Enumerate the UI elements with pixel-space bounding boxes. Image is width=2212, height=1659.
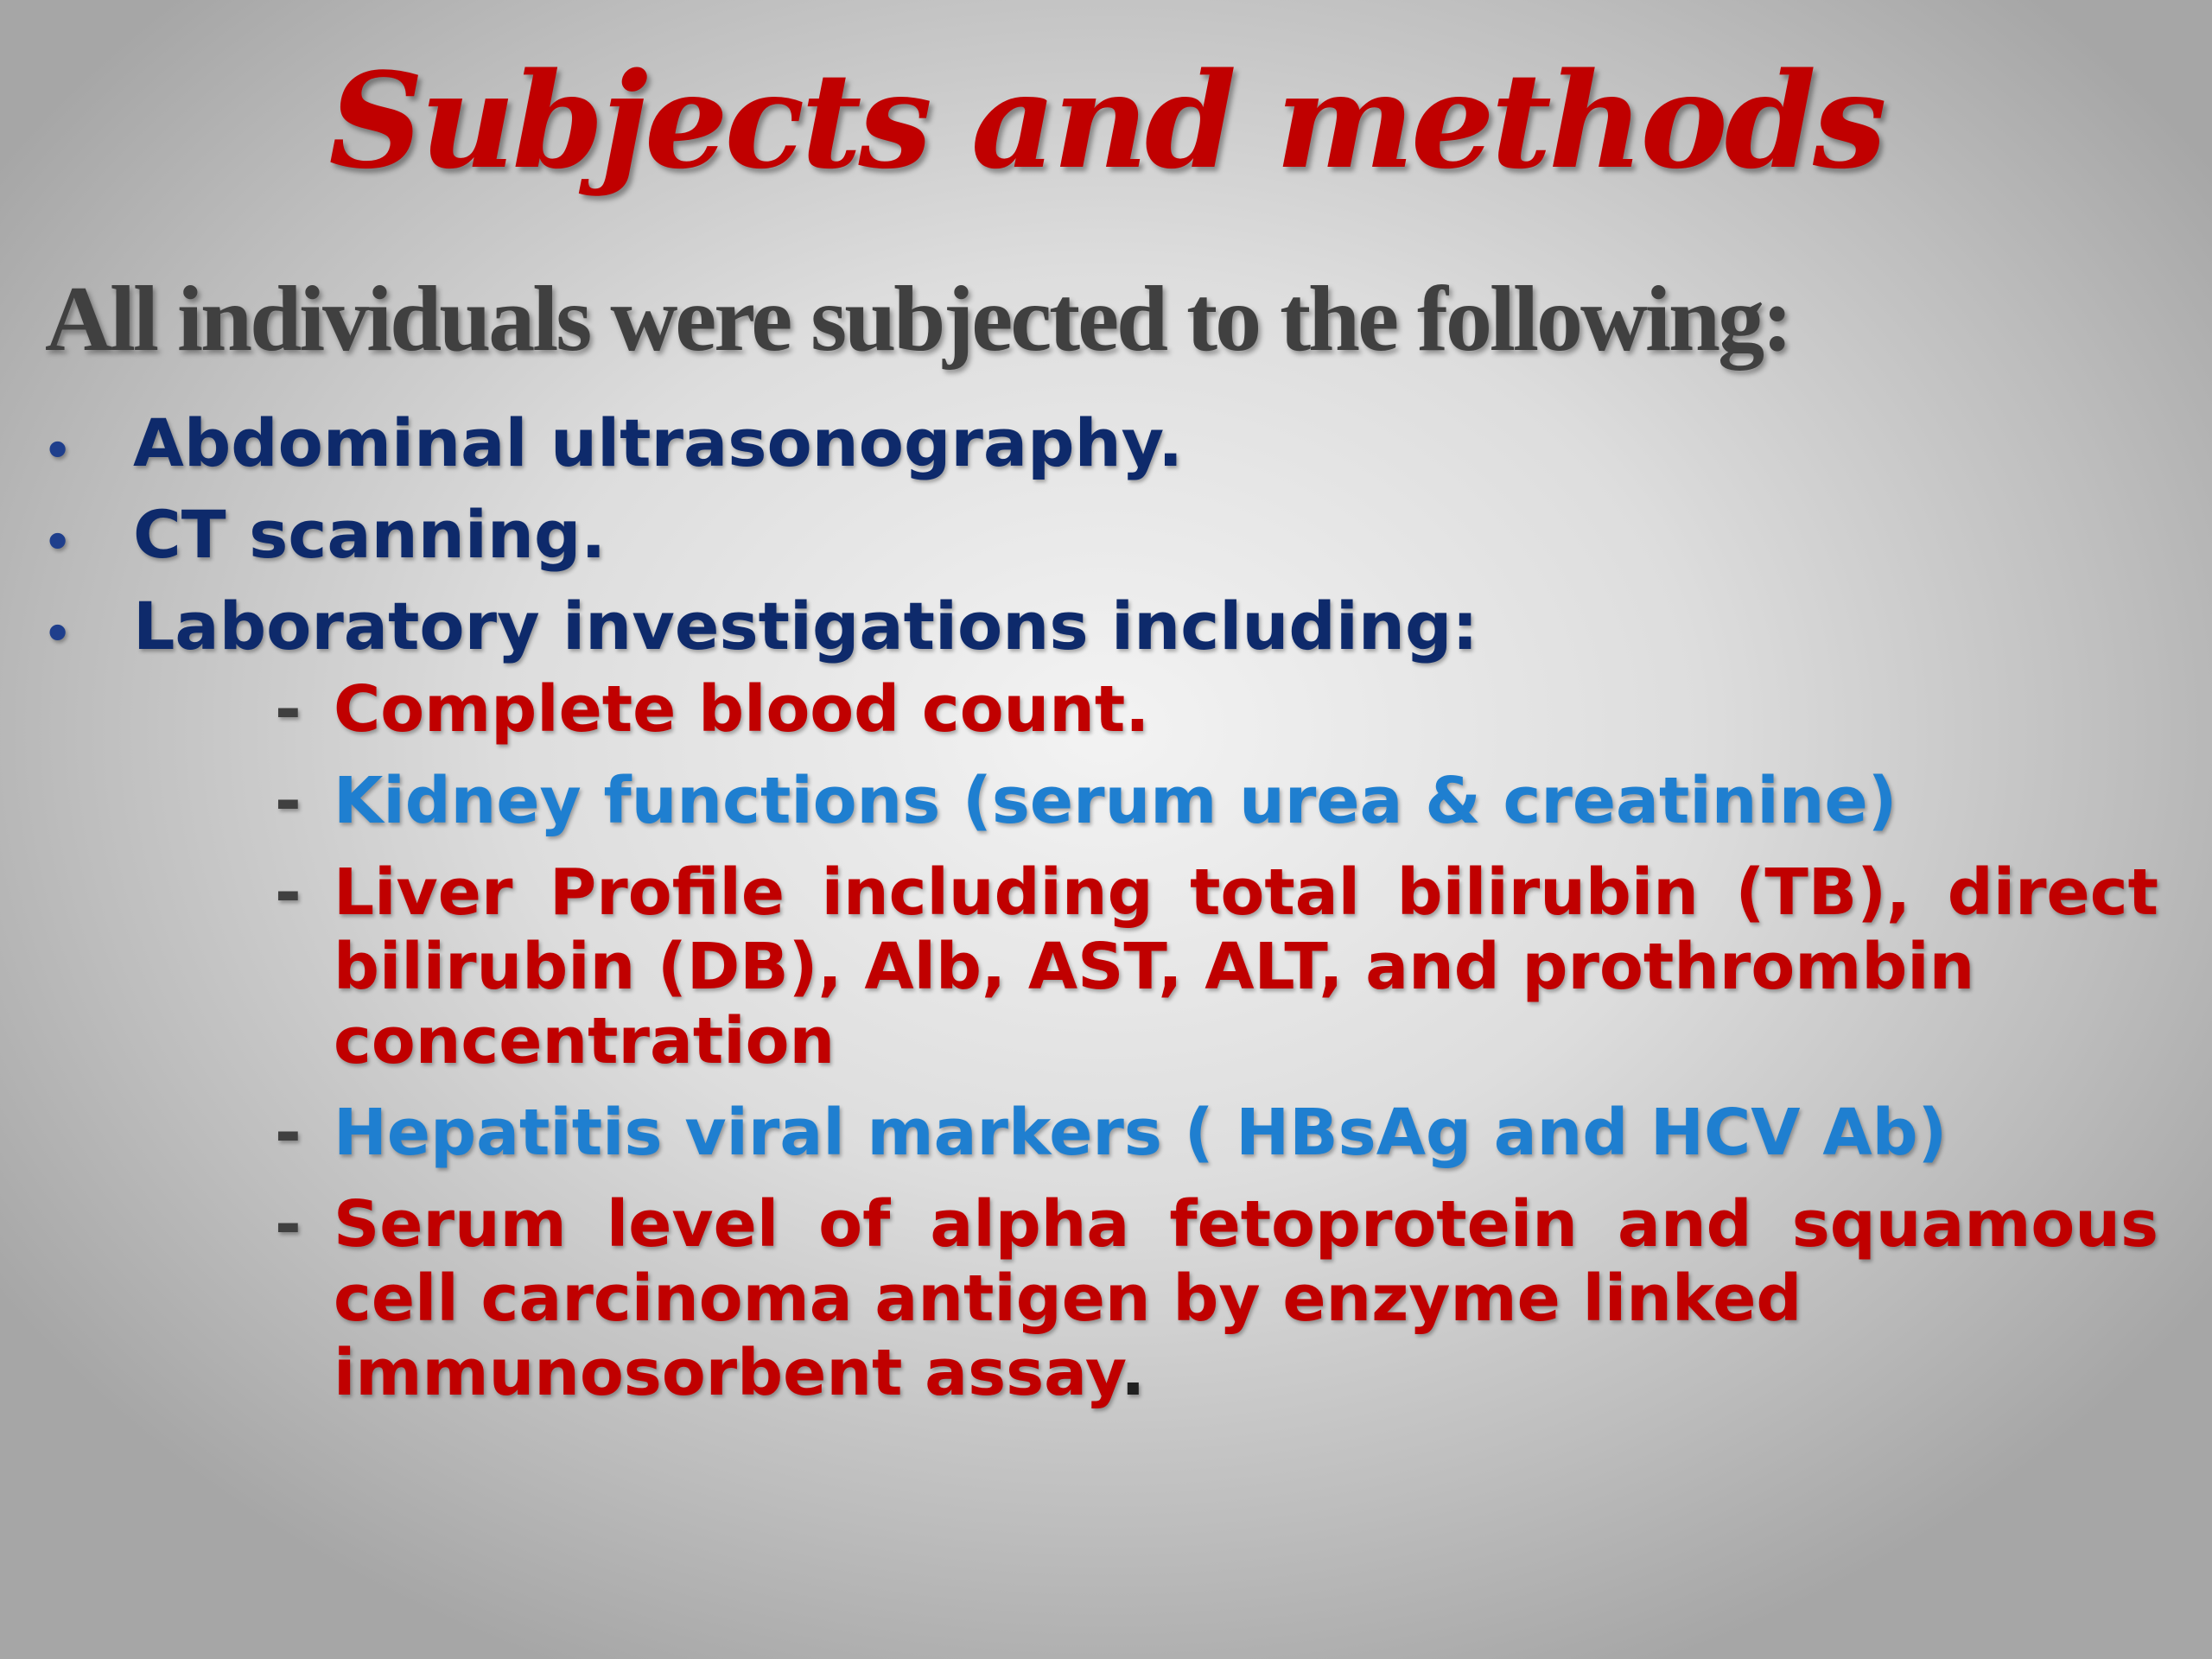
dash-marker: -	[275, 764, 302, 838]
sub-item-kidney	[275, 764, 2158, 838]
sub-item-line-text: immunosorbent assay	[334, 1336, 1122, 1410]
sub-item-line: Liver Profile including total bilirubin (TB), direct	[334, 855, 2158, 930]
sub-item-text: Kidney functions (serum urea & creatinine)	[334, 764, 1897, 838]
dash-marker: -	[275, 1187, 302, 1262]
bullet-list	[43, 397, 2160, 672]
slide-subtitle: All individuals were subjected to the following:	[45, 268, 1791, 371]
sub-item-text	[334, 1187, 2158, 1410]
trailing-period: .	[1121, 1336, 1146, 1410]
sub-item-hepatitis	[275, 1096, 2158, 1170]
dash-marker: -	[275, 855, 302, 930]
bullet-text: Abdominal ultrasonography.	[133, 404, 1184, 481]
sub-item-text	[334, 855, 2158, 1078]
sub-item-line	[334, 1336, 2158, 1410]
bullet-item-ultrasonography	[43, 397, 2160, 489]
sub-item-line: cell carcinoma antigen by enzyme linked	[334, 1262, 1802, 1336]
sub-item-liver-profile	[275, 855, 2158, 1078]
slide-title: Subjects and methods	[328, 43, 1884, 198]
sub-item-blood-count	[275, 672, 2158, 747]
sub-item-serum-level	[275, 1187, 2158, 1410]
bullet-text: CT scanning.	[133, 496, 607, 573]
bullet-dot-icon: •	[43, 425, 73, 477]
bullet-dot-icon: •	[43, 608, 73, 660]
bullet-dot-icon: •	[43, 517, 73, 569]
sub-item-line: concentration	[334, 1004, 836, 1078]
sub-item-list	[275, 672, 2158, 1427]
bullet-item-ct-scanning	[43, 489, 2160, 581]
sub-item-line: Serum level of alpha fetoprotein and squamous	[334, 1187, 2158, 1262]
sub-item-line: bilirubin (DB), Alb, AST, ALT, and prothrombin	[334, 930, 1975, 1004]
bullet-text: Laboratory investigations including:	[133, 588, 1478, 664]
sub-item-text: Complete blood count.	[334, 672, 1150, 747]
dash-marker: -	[275, 1096, 302, 1170]
dash-marker: -	[275, 672, 302, 747]
bullet-item-laboratory	[43, 581, 2160, 672]
sub-item-text: Hepatitis viral markers ( HBsAg and HCV Ab)	[334, 1096, 1948, 1170]
